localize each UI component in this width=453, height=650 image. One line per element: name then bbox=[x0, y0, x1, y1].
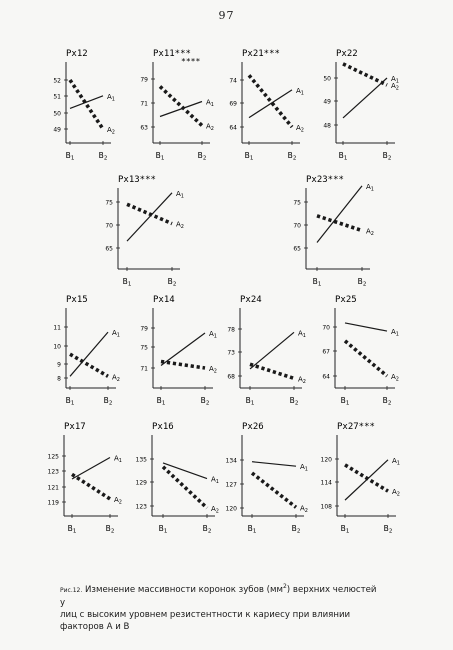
series-line-a2 bbox=[70, 80, 103, 129]
series-line-a1 bbox=[317, 186, 362, 243]
series-line-a2 bbox=[345, 341, 387, 376]
x-tick-label: $B_1$ bbox=[156, 396, 166, 407]
y-tick-label: 68 bbox=[227, 373, 235, 381]
plot-title: Px14 bbox=[153, 295, 175, 305]
x-tick-label: $B_2$ bbox=[98, 151, 108, 162]
plot-px12 bbox=[53, 49, 115, 162]
series-line-a2 bbox=[252, 473, 296, 507]
series-line-a2 bbox=[163, 467, 207, 508]
plot-subtitle: **** bbox=[181, 57, 201, 66]
x-tick-label: $B_2$ bbox=[382, 151, 392, 162]
y-tick-label: 75 bbox=[293, 199, 301, 207]
series-label-a1: $A_1$ bbox=[112, 329, 120, 339]
plot-title: Px23*** bbox=[306, 175, 344, 185]
series-line-a1 bbox=[72, 458, 110, 479]
y-tick-label: 135 bbox=[135, 456, 147, 464]
y-tick-label: 75 bbox=[105, 199, 113, 207]
series-label-a1: $A_1$ bbox=[391, 75, 399, 85]
series-label-a2: $A_2$ bbox=[209, 365, 217, 375]
x-tick-label: $B_2$ bbox=[287, 151, 297, 162]
figure-label: Рис.12. bbox=[60, 586, 83, 594]
plot-title: Px13*** bbox=[118, 175, 156, 185]
y-tick-label: 70 bbox=[322, 324, 330, 332]
y-tick-label: 114 bbox=[320, 479, 332, 487]
plot-px24 bbox=[227, 295, 306, 407]
y-tick-label: 67 bbox=[322, 348, 330, 356]
caption-line1-pre: Изменение массивности коронок зубов (мм bbox=[85, 584, 283, 595]
series-line-a2 bbox=[127, 204, 172, 223]
y-tick-label: 79 bbox=[140, 325, 148, 333]
y-tick-label: 69 bbox=[229, 100, 237, 108]
y-tick-label: 120 bbox=[320, 456, 332, 464]
series-label-a2: $A_2$ bbox=[114, 495, 122, 506]
plot-px25 bbox=[322, 295, 399, 407]
y-tick-label: 119 bbox=[47, 499, 59, 507]
y-tick-label: 108 bbox=[320, 503, 332, 511]
series-label-a2: $A_2$ bbox=[300, 504, 308, 514]
series-line-a1 bbox=[252, 462, 296, 466]
y-tick-label: 11 bbox=[53, 324, 61, 332]
series-label-a1: $A_1$ bbox=[296, 86, 304, 97]
y-tick-label: 129 bbox=[135, 479, 147, 487]
y-tick-label: 48 bbox=[323, 122, 331, 130]
x-tick-label: $B_1$ bbox=[65, 396, 75, 407]
x-tick-label: $B_2$ bbox=[200, 396, 210, 407]
series-label-a1: $A_1$ bbox=[206, 98, 214, 108]
series-label-a2: $A_2$ bbox=[391, 373, 399, 383]
x-tick-label: $B_1$ bbox=[122, 277, 132, 288]
plot-title: Px24 bbox=[240, 295, 262, 305]
series-label-a1: $A_1$ bbox=[107, 92, 115, 103]
series-label-a2: $A_2$ bbox=[298, 375, 306, 385]
y-tick-label: 52 bbox=[53, 77, 61, 85]
series-line-a1 bbox=[345, 323, 387, 331]
plot-px15 bbox=[53, 295, 120, 407]
x-tick-label: $B_1$ bbox=[245, 396, 255, 407]
y-tick-label: 64 bbox=[229, 124, 237, 132]
y-tick-label: 70 bbox=[105, 222, 113, 230]
caption-superscript: 2 bbox=[282, 583, 287, 590]
series-label-a2: $A_2$ bbox=[112, 373, 120, 383]
y-tick-label: 71 bbox=[140, 365, 148, 373]
series-line-a1 bbox=[70, 332, 108, 376]
series-label-a1: $A_1$ bbox=[300, 463, 308, 473]
y-tick-label: 79 bbox=[140, 76, 148, 84]
caption-line2: лиц с высоким уровнем резистентности к кариесу при влиянии bbox=[60, 609, 351, 620]
plot-title: Px27*** bbox=[337, 422, 375, 432]
x-tick-label: $B_2$ bbox=[382, 396, 392, 407]
plot-title: Px21*** bbox=[242, 49, 280, 59]
x-tick-label: $B_2$ bbox=[202, 524, 212, 535]
x-tick-label: $B_2$ bbox=[167, 277, 177, 288]
plot-title: Px12 bbox=[66, 49, 88, 59]
series-line-a2 bbox=[345, 465, 388, 491]
y-tick-label: 64 bbox=[322, 373, 330, 381]
x-tick-label: $B_1$ bbox=[340, 396, 350, 407]
series-line-a1 bbox=[161, 333, 205, 366]
y-tick-label: 50 bbox=[53, 110, 61, 118]
plot-px17 bbox=[48, 422, 122, 535]
series-label-a1: $A_1$ bbox=[211, 475, 219, 486]
figure-caption bbox=[60, 581, 380, 633]
plot-px21 bbox=[229, 49, 304, 162]
plot-px16 bbox=[136, 422, 219, 535]
series-label-a1: $A_1$ bbox=[176, 189, 184, 200]
caption-line1-post: ) верхних челюстей у bbox=[60, 584, 377, 608]
series-line-a2 bbox=[161, 362, 205, 369]
y-tick-label: 75 bbox=[140, 344, 148, 352]
y-tick-label: 51 bbox=[53, 93, 61, 101]
y-tick-label: 123 bbox=[47, 468, 59, 476]
series-label-a2: $A_2$ bbox=[176, 220, 184, 231]
y-tick-label: 63 bbox=[140, 124, 148, 132]
series-line-a1 bbox=[127, 193, 172, 241]
plot-title: Px16 bbox=[152, 422, 174, 432]
x-tick-label: $B_1$ bbox=[158, 524, 168, 535]
series-line-a2 bbox=[317, 216, 362, 231]
page-number: 97 bbox=[218, 9, 235, 22]
x-tick-label: $B_2$ bbox=[105, 524, 115, 535]
y-tick-label: 123 bbox=[135, 503, 147, 511]
x-tick-label: $B_2$ bbox=[383, 524, 393, 535]
x-tick-label: $B_1$ bbox=[312, 277, 322, 288]
series-label-a1: $A_1$ bbox=[209, 330, 217, 340]
series-line-a2 bbox=[72, 474, 110, 499]
series-label-a1: $A_1$ bbox=[392, 456, 400, 467]
series-line-a2 bbox=[343, 64, 387, 85]
y-tick-label: 9 bbox=[57, 361, 61, 369]
series-label-a2: $A_2$ bbox=[391, 82, 399, 92]
plot-px11 bbox=[140, 49, 214, 162]
series-label-a1: $A_1$ bbox=[391, 328, 399, 338]
y-tick-label: 121 bbox=[47, 484, 59, 492]
y-tick-label: 65 bbox=[293, 245, 301, 253]
series-label-a1: $A_1$ bbox=[298, 329, 306, 339]
x-tick-label: $B_1$ bbox=[155, 151, 165, 162]
y-tick-label: 65 bbox=[105, 245, 113, 253]
x-tick-label: $B_2$ bbox=[289, 396, 299, 407]
x-tick-label: $B_1$ bbox=[65, 151, 75, 162]
series-line-a2 bbox=[249, 75, 292, 127]
plot-title: Px22 bbox=[336, 49, 358, 59]
x-tick-label: $B_1$ bbox=[67, 524, 77, 535]
y-tick-label: 134 bbox=[225, 457, 237, 465]
plot-px22 bbox=[323, 49, 399, 162]
series-line-a2 bbox=[70, 354, 108, 376]
plot-px14 bbox=[140, 295, 217, 407]
y-tick-label: 73 bbox=[227, 349, 235, 357]
series-label-a2: $A_2$ bbox=[296, 124, 304, 134]
series-label-a2: $A_2$ bbox=[392, 488, 400, 498]
series-label-a1: $A_1$ bbox=[366, 182, 374, 193]
y-tick-label: 8 bbox=[57, 375, 61, 383]
x-tick-label: $B_1$ bbox=[247, 524, 257, 535]
series-line-a2 bbox=[160, 87, 202, 126]
y-tick-label: 10 bbox=[53, 343, 61, 351]
x-tick-label: $B_2$ bbox=[103, 396, 113, 407]
series-label-a2: $A_2$ bbox=[211, 504, 219, 515]
y-tick-label: 127 bbox=[225, 481, 237, 489]
y-tick-label: 49 bbox=[53, 126, 61, 134]
x-tick-label: $B_2$ bbox=[357, 277, 367, 288]
y-tick-label: 74 bbox=[229, 77, 237, 85]
plot-px13 bbox=[105, 175, 184, 288]
plot-px27 bbox=[321, 422, 400, 535]
x-tick-label: $B_1$ bbox=[340, 524, 350, 535]
x-tick-label: $B_1$ bbox=[338, 151, 348, 162]
y-tick-label: 70 bbox=[293, 222, 301, 230]
series-label-a1: $A_1$ bbox=[114, 454, 122, 465]
series-line-a1 bbox=[343, 78, 387, 118]
caption-line3: факторов А и В bbox=[60, 621, 130, 632]
y-tick-label: 71 bbox=[140, 100, 148, 108]
y-tick-label: 49 bbox=[323, 98, 331, 106]
series-label-a2: $A_2$ bbox=[107, 126, 115, 136]
y-tick-label: 125 bbox=[47, 453, 59, 461]
series-line-a2 bbox=[250, 364, 294, 378]
plot-title: Px25 bbox=[335, 295, 357, 305]
plot-title: Px26 bbox=[242, 422, 264, 432]
x-tick-label: $B_1$ bbox=[244, 151, 254, 162]
plot-title: Px15 bbox=[66, 295, 88, 305]
plot-px23 bbox=[293, 175, 374, 288]
plot-title: Px17 bbox=[64, 422, 86, 432]
series-label-a2: $A_2$ bbox=[206, 122, 214, 132]
series-label-a2: $A_2$ bbox=[366, 227, 374, 238]
series-line-a1 bbox=[250, 332, 294, 369]
x-tick-label: $B_2$ bbox=[291, 524, 301, 535]
y-tick-label: 120 bbox=[225, 505, 237, 513]
y-tick-label: 50 bbox=[323, 75, 331, 83]
plot-title: Px11*** bbox=[153, 49, 191, 59]
y-tick-label: 78 bbox=[227, 326, 235, 334]
series-line-a1 bbox=[249, 90, 292, 118]
plot-px26 bbox=[226, 422, 308, 535]
x-tick-label: $B_2$ bbox=[197, 151, 207, 162]
